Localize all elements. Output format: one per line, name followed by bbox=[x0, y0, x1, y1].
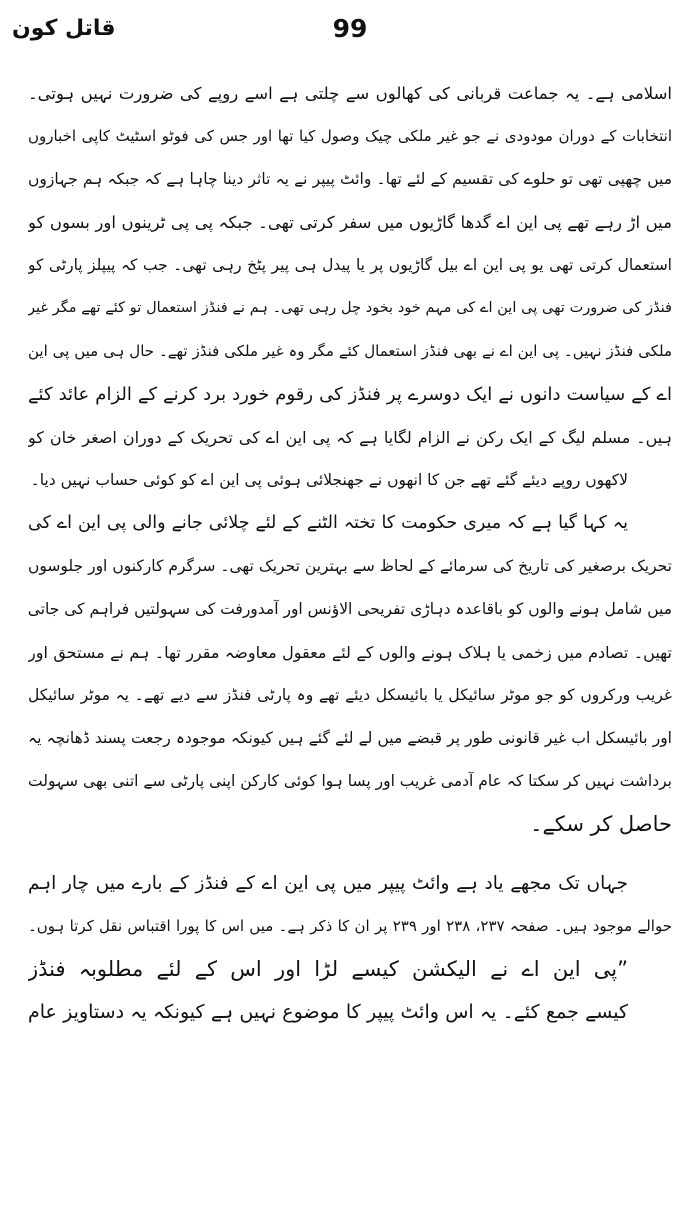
text-line: اے کے سیاست دانوں نے ایک دوسرے پر فنڈز کی رقوم خورد برد کرنے کے الزام عائد کئے bbox=[28, 384, 672, 405]
text-line: برداشت نہیں کر سکتا کہ عام آدمی غریب اور پسا ہوا کوئی کارکن اپنی پارٹی سے اتنی بھی سہولت bbox=[28, 772, 672, 790]
text-line: حوالے موجود ہیں۔ صفحہ ۲۳۷، ۲۳۸ اور ۲۳۹ پر ان کا ذکر ہے۔ میں اس کا پورا اقتباس نقل کرتا ہوں۔ bbox=[28, 917, 672, 935]
text-line: غریب ورکروں کو جو موٹر سائیکل یا بائیسکل دیئے تھے وہ پارٹی فنڈز سے دیے تھے۔ یہ موٹر سائیکل bbox=[28, 686, 672, 704]
text-line: میں اڑ رہے تھے پی این اے گدھا گاڑیوں میں سفر کرتی تھی۔ جبکہ پی پی ٹرینوں اور بسوں کو bbox=[28, 213, 672, 232]
text-line: فنڈز کی ضرورت تھی پی این اے کی مہم خود بخود چل رہی تھی۔ ہم نے فنڈز استعمال تو کئے تھے مگر غیر bbox=[28, 300, 672, 316]
running-header-title: قاتل کون bbox=[12, 16, 116, 41]
text-line: یہ کہا گیا ہے کہ میری حکومت کا تختہ الٹنے کے لئے چلائی جانے والی پی این اے کی bbox=[28, 513, 628, 533]
text-line: ملکی فنڈز نہیں۔ پی این اے نے بھی فنڈز استعمال کئے مگر وہ غیر ملکی فنڈز تھے۔ حال ہی میں پی این bbox=[28, 342, 672, 360]
paragraph-2 bbox=[28, 502, 672, 846]
paragraph-1 bbox=[28, 72, 672, 502]
text-line: ہیں۔ مسلم لیگ کے ایک رکن نے الزام لگایا ہے کہ پی این اے کی تحریک کے دوران اصغر خان کو bbox=[28, 428, 672, 447]
text-line: میں شامل ہونے والوں کو باقاعدہ دہاڑی تفریحی الاؤنس اور آمدورفت کی سہولتیں فراہم کی جاتی bbox=[28, 600, 672, 618]
text-line: تھیں۔ تصادم میں زخمی یا ہلاک ہونے والوں کے لئے معقول معاوضہ مقرر تھا۔ ہم نے مستحق اور bbox=[28, 643, 672, 662]
text-line: تحریک برصغیر کی تاریخ کی سرمائے کے لحاظ سے بہترین تحریک تھی۔ سرگرم کارکنوں اور جلوسوں bbox=[28, 557, 672, 575]
page-number: 99 bbox=[332, 14, 368, 43]
paragraph-3 bbox=[28, 862, 672, 1034]
text-line: حاصل کر سکے۔ bbox=[530, 812, 672, 836]
text-line: لاکھوں روپے دیئے گئے تھے جن کا انھوں نے جھنجلائی ہوئی پی این اے کو کوئی حساب نہیں دیا۔ bbox=[30, 471, 628, 489]
text-line: میں چھپی تھی تو حلوے کی تقسیم کے لئے تھا۔ وائٹ پیپر نے یہ تاثر دینا چاہا ہے کہ جبکہ ہم جہازوں bbox=[28, 170, 672, 188]
text-line: انتخابات کے دوران مودودی نے جو غیر ملکی چیک وصول کیا تھا اور جس کی فوٹو اسٹیٹ کاپی اخباروں bbox=[28, 127, 672, 145]
paragraph-spacer bbox=[28, 846, 672, 862]
text-line: جہاں تک مجھے یاد ہے وائٹ پیپر میں پی این اے کے فنڈز کے بارے میں چار اہم bbox=[28, 873, 628, 894]
quote-line: ”پی این اے نے الیکشن کیسے لڑا اور اس کے لئے مطلوبہ فنڈز bbox=[28, 957, 628, 981]
text-line: استعمال کرتی تھی یو پی این اے بیل گاڑیوں پر یا پیدل ہی پیر پٹخ رہی تھی۔ جب کہ پیپلز پارٹی کو bbox=[28, 256, 672, 274]
quote-line: کیسے جمع کئے۔ یہ اس وائٹ پیپر کا موضوع نہیں ہے کیونکہ یہ دستاویز عام bbox=[28, 1001, 628, 1023]
text-line: اسلامی ہے۔ یہ جماعت قربانی کی کھالوں سے چلتی ہے اسے روپے کی ضرورت نہیں ہوتی۔ bbox=[28, 84, 672, 103]
body-text bbox=[28, 72, 672, 1034]
text-line: اور بائیسکل اب غیر قانونی طور پر قبضے میں لے لئے گئے ہیں کیونکہ موجودہ رجعت پسند ڈھانچہ یہ bbox=[28, 729, 672, 747]
